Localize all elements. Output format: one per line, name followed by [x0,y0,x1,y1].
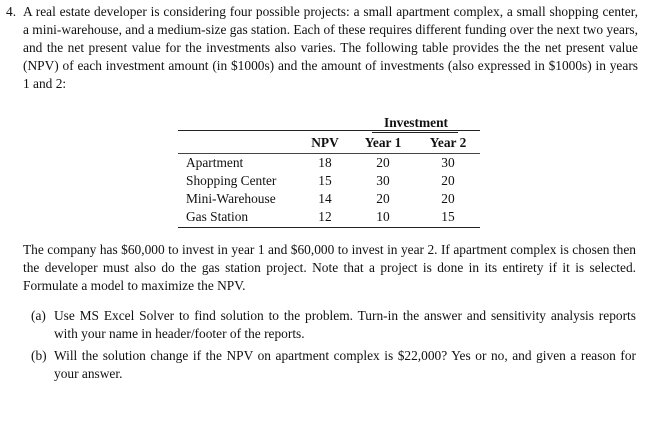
row-npv: 14 [318,191,332,206]
problem-statement [6,3,638,93]
row-npv: 18 [318,155,332,170]
header-year2: Year 2 [429,135,467,150]
row-year1: 10 [376,209,390,224]
row-project: Apartment [186,155,244,170]
part-b [23,347,636,383]
part-a-text: Use MS Excel Solver to find solution to the problem. Turn-in the answer and sensitivity analysis reports with your name in header/footer of the reports. [54,308,636,341]
problem-parts [23,307,636,387]
table-bottom-rule [178,227,480,228]
table-row [178,154,480,172]
problem-intro-text: A real estate developer is considering four possible projects: a small apartment complex, a small shopping center, a mini-warehouse, and a medium-size gas station. Each of these requires different funding over the next two years, and the net present value for the investments also varies. The following table provides the the net present value (NPV) of each investment amount (in $1000s) and the amount of investments (also expressed in $1000s) in years 1 and 2: [23,4,638,91]
part-a [23,307,636,343]
row-project: Shopping Center [186,173,277,188]
row-year2: 20 [441,191,455,206]
problem-number: 4. [6,4,17,19]
row-year1: 20 [376,155,390,170]
header-year1: Year 1 [364,135,402,150]
investment-group-underline [372,132,458,133]
table-header-row [178,134,480,152]
row-npv: 12 [318,209,332,224]
problem-body: The company has $60,000 to invest in year 1 and $60,000 to invest in year 2. If apartment complex is chosen then the developer must also do the gas station project. Note that a project is done in its entirety if it is selected. Formulate a model to maximize the NPV. [23,242,636,293]
investment-table [178,114,480,228]
header-npv: NPV [311,135,339,150]
part-a-label: (a) [31,308,46,323]
table-row [178,208,480,226]
investment-group-header: Investment [384,115,448,130]
row-project: Gas Station [186,209,249,224]
row-npv: 15 [318,173,332,188]
row-year1: 30 [376,173,390,188]
table-row [178,190,480,208]
row-year2: 15 [441,209,455,224]
table-row [178,172,480,190]
part-b-text: Will the solution change if the NPV on apartment complex is $22,000? Yes or no, and given a reason for your answer. [54,348,636,381]
row-project: Mini-Warehouse [186,191,276,206]
row-year2: 30 [441,155,455,170]
table-group-header-row [178,114,480,132]
row-year1: 20 [376,191,390,206]
problem-intro [6,3,638,93]
row-year2: 20 [441,173,455,188]
part-b-label: (b) [31,348,47,363]
